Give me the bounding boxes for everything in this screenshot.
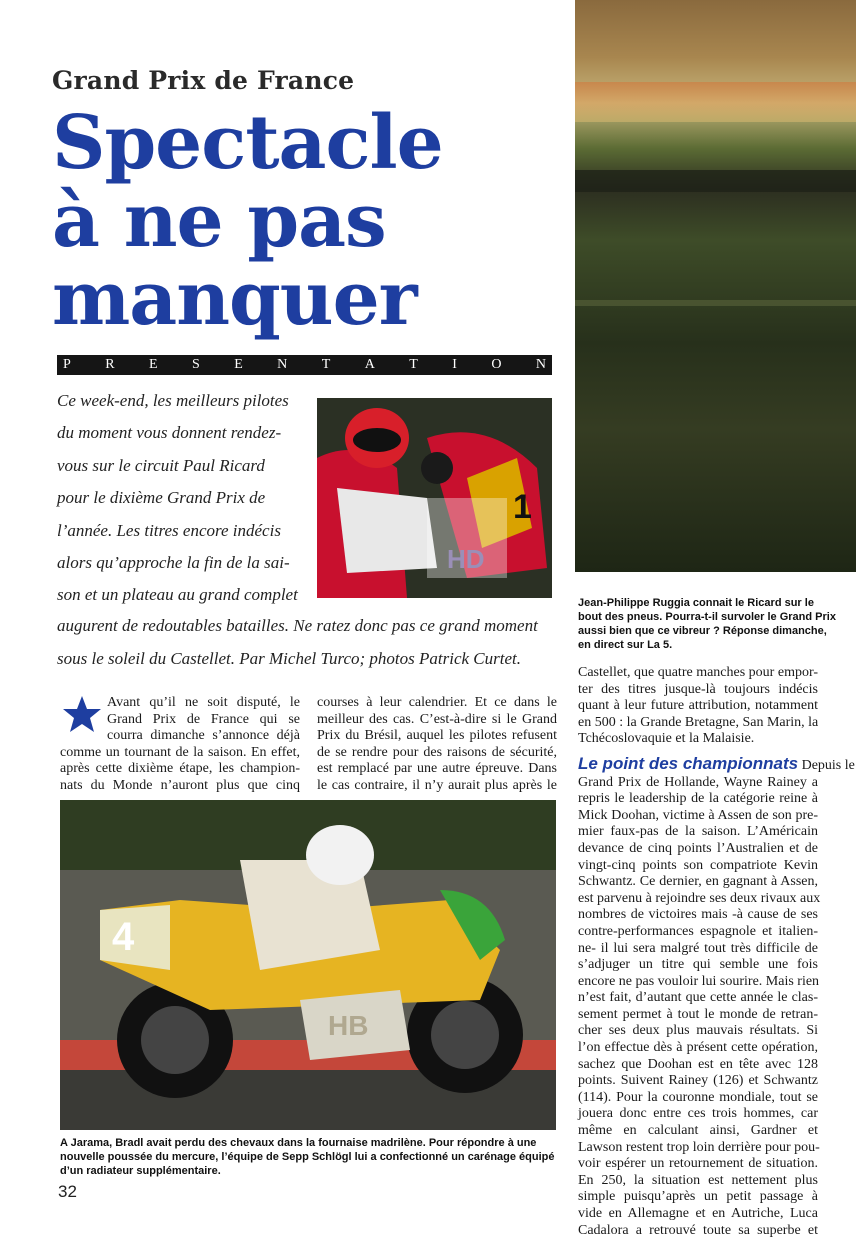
- photo-rider: [317, 398, 552, 598]
- body-line: même en calculant ainsi, Gardner et: [578, 1123, 818, 1139]
- subhead: Le point des championnats: [578, 753, 799, 773]
- body-line: Cadalora a retrouvé toute sa superbe et: [578, 1222, 818, 1238]
- rider-illustration: [317, 398, 552, 598]
- intro-line: sous le soleil du Castellet. Par Michel Turco; photos Patrick Curtet.: [57, 648, 521, 668]
- body-line: (114). Pour la couronne mondiale, tout se: [578, 1089, 818, 1105]
- rubric-letter: N: [535, 357, 546, 372]
- rubric-letter: R: [105, 357, 115, 372]
- rubric-letter: A: [364, 357, 375, 372]
- headline-line-1: Spectacle: [52, 100, 443, 186]
- body-line: sachez que Doohan est en tête avec 128: [578, 1056, 818, 1072]
- body-line: devance de cinq points l’Australien et de: [578, 840, 818, 856]
- body-line: l’on effectue dès à présent cette opération,: [578, 1040, 818, 1056]
- rubric-letter: T: [321, 357, 331, 372]
- body-line: nombres de victoires mais -à cause de ses: [578, 907, 818, 923]
- body-column-3: [578, 665, 855, 1239]
- body-line: de se rendre pour des raisons de sécurité,: [317, 744, 557, 760]
- headline-line-3: manquer: [52, 256, 417, 342]
- bike-number: 4: [112, 915, 135, 959]
- body-line: contre-performances espagnole et italien-: [578, 923, 818, 939]
- body-line: n’est fait, d’autant que cette année le clas-: [578, 990, 818, 1006]
- intro-line: augurent de redoutables batailles. Ne ratez donc pas ce grand moment: [57, 616, 538, 635]
- bike-illustration: [60, 800, 556, 1130]
- rider-number: 1: [513, 488, 532, 526]
- body-line: comme un tournant de la saison. En effet,: [60, 744, 300, 760]
- kicker-title: Grand Prix de France: [52, 66, 355, 95]
- intro-line: du moment vous donnent rendez-: [57, 423, 282, 443]
- body-line: vide en Allemagne et en Autriche, Luca: [578, 1206, 818, 1221]
- body-column-1: [60, 695, 300, 795]
- body-line: repris le leadership de la catégorie reine à: [578, 791, 818, 807]
- rubric-letter: I: [452, 357, 457, 372]
- body-line: jouera donc entre ces trois hommes, car: [578, 1106, 818, 1122]
- body-line: Lawson restent trop loin derrière pour pou-: [578, 1139, 820, 1155]
- rubric-letter: N: [277, 357, 288, 372]
- body-line: Schwantz. Ce dernier, en gagnant à Assen,: [578, 874, 818, 890]
- caption-bottom: A Jarama, Bradl avait perdu des chevaux dans la fournaise madrilène. Pour répondre à une nouvelle poussée du mercure, l’équipe de Sepp Schlögl lui a confectionné un carénage équipé d’un radiateur supplémentaire.: [60, 1137, 555, 1177]
- body-line: Tchécoslovaquie et la Malaisie.: [578, 731, 755, 747]
- body-line: est parvenu à rejoindre ses deux rivaux aux: [578, 890, 821, 906]
- body-line: sement permet à tout le monde de retran-: [578, 1006, 818, 1022]
- body-line: nats du Monde n’auront plus que cinq: [60, 777, 300, 793]
- intro-line: son et un plateau au grand complet: [57, 585, 298, 605]
- body-line: Avant qu’il ne soit disputé, le: [107, 695, 300, 710]
- body-line: simple puisqu’après un petit passage à: [578, 1189, 818, 1205]
- page-number: 32: [58, 1182, 77, 1201]
- photo-kerb: [575, 0, 856, 572]
- rubric-band: [57, 355, 552, 375]
- intro-line: l’année. Les titres encore indécis: [57, 520, 281, 540]
- rubric-letter: O: [491, 357, 502, 372]
- body-line: vingt-cinq points son compatriote Kevin: [578, 857, 818, 873]
- rubric-letter: S: [191, 357, 200, 372]
- body-line: courses à leur calendrier. Et ce dans le: [317, 695, 557, 710]
- bike-logo: HB: [328, 1010, 369, 1041]
- intro-left: [57, 385, 307, 612]
- body-line: Prix du Brésil, auquel les pilotes refusent: [317, 728, 557, 744]
- intro-line: alors qu’approche la fin de la sai-: [57, 553, 290, 573]
- body-line: en 500 : la Grande Bretagne, San Marin, la: [578, 714, 819, 730]
- intro-full: [57, 610, 557, 675]
- headline: [52, 100, 562, 342]
- body-line: voir espérer un retournement de situation.: [578, 1156, 818, 1172]
- body-line: ter des titres jusque-là toujours indécis: [578, 681, 818, 697]
- body-line: mier faux-pas de la saison. L’Américain: [578, 824, 818, 840]
- body-line: cher ses deux plus mauvais résultats. Si: [578, 1023, 818, 1039]
- photo-bike: [60, 800, 556, 1130]
- body-line: s’adjuger un titre qui semble une fois: [578, 957, 818, 973]
- headline-line-2: à ne pas: [52, 178, 386, 264]
- body-line: points. Suivent Rainey (126) et Schwantz: [578, 1073, 818, 1089]
- body-line: courra dimanche s’annonce déjà: [107, 728, 300, 744]
- rubric-letter: P: [63, 357, 71, 372]
- subhead-line: [578, 753, 855, 775]
- body-line: après cette dixième étape, les champion-: [60, 761, 300, 777]
- rubric-letter: T: [409, 357, 418, 372]
- body-line: Mick Doohan, victime à Assen de son pre-: [578, 807, 818, 823]
- body-line: est remplacé par une autre épreuve. Dans: [317, 761, 557, 777]
- body-line: En 250, la situation est nettement plus: [578, 1172, 818, 1188]
- intro-line: Ce week-end, les meilleurs pilotes: [57, 391, 289, 410]
- body-line: encore ne pas vouloir lui sourire. Mais rien: [578, 973, 820, 989]
- caption-right: Jean-Philippe Ruggia connait le Ricard sur le bout des pneus. Pourra-t-il survoler le Grand Prix aussi bien que ce vibreur ? Réponse dimanche, en direct sur La 5.: [578, 597, 836, 651]
- body-line: Grand Prix de France qui se: [107, 711, 300, 727]
- intro-line: pour le dixième Grand Prix de: [57, 488, 266, 508]
- intro-line: vous sur le circuit Paul Ricard: [57, 455, 265, 475]
- body-line: Depuis le: [801, 757, 855, 773]
- body-line: Castellet, que quatre manches pour empor-: [578, 665, 818, 680]
- rubric-letter: E: [234, 357, 243, 372]
- body-line: le cas contraire, il n’y aurait plus après le: [317, 777, 557, 793]
- body-line: quant à leur future attribution, notamment: [578, 698, 818, 714]
- body-line: Grand Prix de Hollande, Wayne Rainey a: [578, 774, 818, 790]
- body-column-2: [317, 695, 557, 795]
- body-line: ne- il lui sera malgré tout très difficile de: [578, 940, 818, 956]
- body-line: meilleur des cas. C’est-à-dire si le Grand: [317, 711, 557, 727]
- rubric-letter: E: [148, 357, 158, 372]
- watermark: HD: [447, 544, 485, 574]
